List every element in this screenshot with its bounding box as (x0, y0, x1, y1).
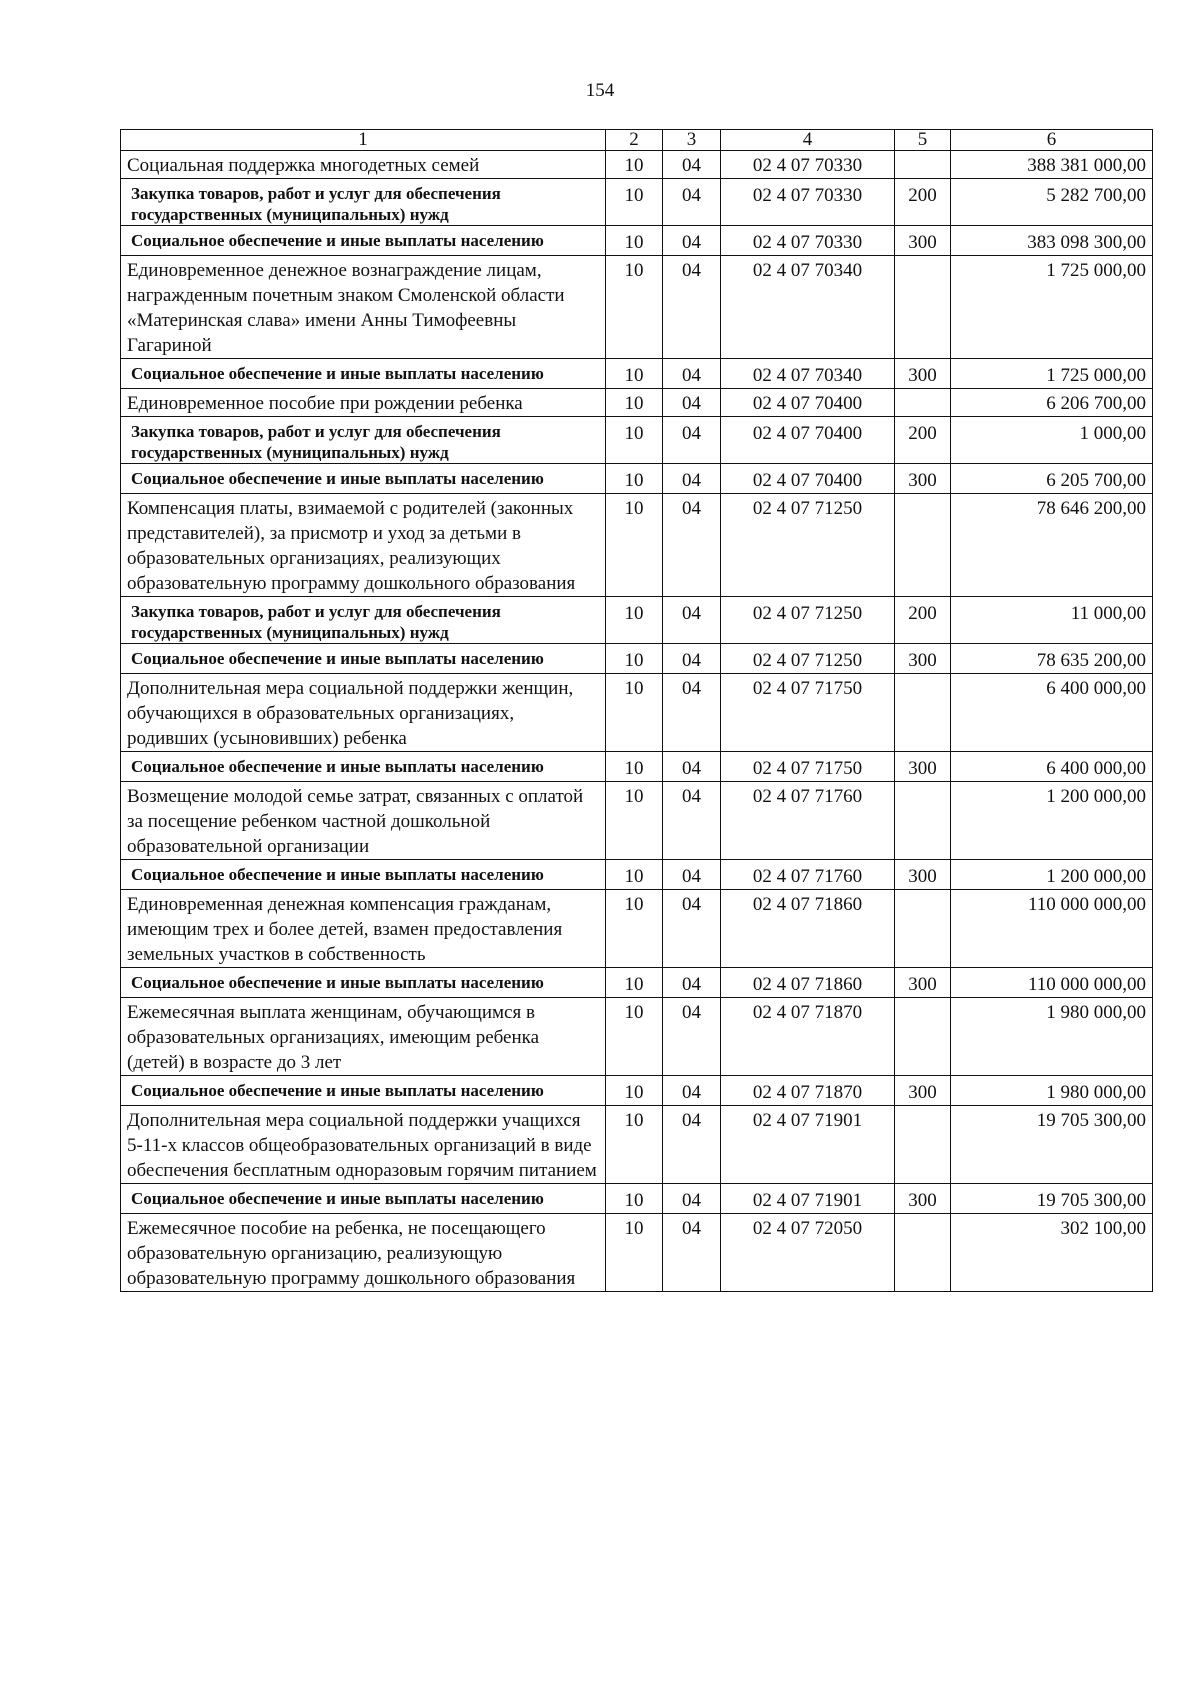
subsection-cell: 04 (663, 1076, 721, 1106)
table-row (121, 389, 1153, 417)
subsection-cell: 04 (663, 226, 721, 256)
section-cell: 10 (606, 256, 663, 359)
subsection-cell: 04 (663, 1214, 721, 1292)
header-cell: 3 (663, 130, 721, 151)
subsection-cell: 04 (663, 359, 721, 389)
row-name-cell: Социальное обеспечение и иные выплаты населению (121, 359, 606, 389)
section-cell: 10 (606, 179, 663, 226)
amount-cell: 6 400 000,00 (951, 752, 1153, 782)
amount-cell: 302 100,00 (951, 1214, 1153, 1292)
amount-cell: 110 000 000,00 (951, 968, 1153, 998)
target-article-cell: 02 4 07 71250 (721, 597, 895, 644)
amount-cell: 1 200 000,00 (951, 782, 1153, 860)
budget-table (120, 129, 1153, 1292)
amount-cell: 1 725 000,00 (951, 256, 1153, 359)
subsection-cell: 04 (663, 644, 721, 674)
amount-cell: 1 980 000,00 (951, 1076, 1153, 1106)
amount-cell: 78 646 200,00 (951, 494, 1153, 597)
section-cell: 10 (606, 644, 663, 674)
header-cell: 2 (606, 130, 663, 151)
section-cell: 10 (606, 1076, 663, 1106)
expense-type-cell (895, 1106, 951, 1184)
target-article-cell: 02 4 07 71760 (721, 860, 895, 890)
expense-type-cell (895, 890, 951, 968)
subsection-cell: 04 (663, 256, 721, 359)
section-cell: 10 (606, 494, 663, 597)
target-article-cell: 02 4 07 70330 (721, 179, 895, 226)
subsection-cell: 04 (663, 417, 721, 464)
target-article-cell: 02 4 07 71750 (721, 674, 895, 752)
expense-type-cell (895, 782, 951, 860)
expense-type-cell (895, 389, 951, 417)
table-row (121, 179, 1153, 226)
expense-type-cell: 300 (895, 1184, 951, 1214)
expense-type-cell: 200 (895, 597, 951, 644)
subsection-cell: 04 (663, 890, 721, 968)
section-cell: 10 (606, 752, 663, 782)
table-row (121, 256, 1153, 359)
row-name-cell: Закупка товаров, работ и услуг для обеспечения государственных (муниципальных) нужд (121, 179, 606, 226)
table-row (121, 417, 1153, 464)
target-article-cell: 02 4 07 71760 (721, 782, 895, 860)
table-row (121, 464, 1153, 494)
header-cell: 6 (951, 130, 1153, 151)
expense-type-cell: 300 (895, 1076, 951, 1106)
expense-type-cell: 300 (895, 226, 951, 256)
expense-type-cell: 300 (895, 968, 951, 998)
table-row (121, 1214, 1153, 1292)
row-name-cell: Дополнительная мера социальной поддержки учащихся 5-11-х классов общеобразовательных организаций в виде обеспечения бесплатным одноразовым горячим питанием (121, 1106, 606, 1184)
target-article-cell: 02 4 07 70400 (721, 464, 895, 494)
expense-type-cell (895, 151, 951, 179)
row-name-cell: Единовременное денежное вознаграждение лицам, награжденным почетным знаком Смоленской области «Материнская слава» имени Анны Тимофеевны Гагариной (121, 256, 606, 359)
expense-type-cell: 300 (895, 752, 951, 782)
header-cell: 5 (895, 130, 951, 151)
expense-type-cell (895, 998, 951, 1076)
target-article-cell: 02 4 07 71750 (721, 752, 895, 782)
table-row (121, 968, 1153, 998)
table-header-row (121, 130, 1153, 151)
expense-type-cell (895, 256, 951, 359)
section-cell: 10 (606, 597, 663, 644)
amount-cell: 5 282 700,00 (951, 179, 1153, 226)
expense-type-cell (895, 1214, 951, 1292)
section-cell: 10 (606, 151, 663, 179)
row-name-cell: Ежемесячная выплата женщинам, обучающимся в образовательных организациях, имеющим ребенка (детей) в возрасте до 3 лет (121, 998, 606, 1076)
target-article-cell: 02 4 07 72050 (721, 1214, 895, 1292)
subsection-cell: 04 (663, 494, 721, 597)
table-row (121, 1076, 1153, 1106)
target-article-cell: 02 4 07 71901 (721, 1106, 895, 1184)
amount-cell: 1 980 000,00 (951, 998, 1153, 1076)
section-cell: 10 (606, 860, 663, 890)
amount-cell: 1 000,00 (951, 417, 1153, 464)
expense-type-cell: 300 (895, 644, 951, 674)
subsection-cell: 04 (663, 597, 721, 644)
table-row (121, 782, 1153, 860)
row-name-cell: Социальная поддержка многодетных семей (121, 151, 606, 179)
amount-cell: 11 000,00 (951, 597, 1153, 644)
table-row (121, 1106, 1153, 1184)
row-name-cell: Компенсация платы, взимаемой с родителей (законных представителей), за присмотр и уход за детьми в образовательных организациях, реализующих образовательную программу дошкольного образования (121, 494, 606, 597)
amount-cell: 6 206 700,00 (951, 389, 1153, 417)
expense-type-cell: 200 (895, 179, 951, 226)
amount-cell: 78 635 200,00 (951, 644, 1153, 674)
section-cell: 10 (606, 417, 663, 464)
subsection-cell: 04 (663, 752, 721, 782)
subsection-cell: 04 (663, 464, 721, 494)
row-name-cell: Социальное обеспечение и иные выплаты населению (121, 644, 606, 674)
table-row (121, 226, 1153, 256)
table-row (121, 151, 1153, 179)
section-cell: 10 (606, 1214, 663, 1292)
section-cell: 10 (606, 1184, 663, 1214)
expense-type-cell (895, 674, 951, 752)
table-row (121, 359, 1153, 389)
page-number: 154 (585, 80, 615, 101)
section-cell: 10 (606, 968, 663, 998)
row-name-cell: Социальное обеспечение и иные выплаты населению (121, 1076, 606, 1106)
target-article-cell: 02 4 07 71250 (721, 494, 895, 597)
amount-cell: 1 725 000,00 (951, 359, 1153, 389)
table-row (121, 752, 1153, 782)
table-row (121, 998, 1153, 1076)
expense-type-cell (895, 494, 951, 597)
subsection-cell: 04 (663, 1106, 721, 1184)
target-article-cell: 02 4 07 71860 (721, 968, 895, 998)
table-row (121, 890, 1153, 968)
row-name-cell: Социальное обеспечение и иные выплаты населению (121, 226, 606, 256)
target-article-cell: 02 4 07 71250 (721, 644, 895, 674)
amount-cell: 19 705 300,00 (951, 1106, 1153, 1184)
section-cell: 10 (606, 998, 663, 1076)
target-article-cell: 02 4 07 70330 (721, 151, 895, 179)
expense-type-cell: 200 (895, 417, 951, 464)
target-article-cell: 02 4 07 71860 (721, 890, 895, 968)
target-article-cell: 02 4 07 70340 (721, 256, 895, 359)
header-cell: 1 (121, 130, 606, 151)
expense-type-cell: 300 (895, 359, 951, 389)
table-row (121, 597, 1153, 644)
target-article-cell: 02 4 07 70400 (721, 389, 895, 417)
table-row (121, 1184, 1153, 1214)
row-name-cell: Социальное обеспечение и иные выплаты населению (121, 1184, 606, 1214)
subsection-cell: 04 (663, 1184, 721, 1214)
row-name-cell: Закупка товаров, работ и услуг для обеспечения государственных (муниципальных) нужд (121, 597, 606, 644)
subsection-cell: 04 (663, 860, 721, 890)
subsection-cell: 04 (663, 389, 721, 417)
expense-type-cell: 300 (895, 860, 951, 890)
subsection-cell: 04 (663, 151, 721, 179)
amount-cell: 1 200 000,00 (951, 860, 1153, 890)
row-name-cell: Ежемесячное пособие на ребенка, не посещающего образовательную организацию, реализующую образовательную программу дошкольного образования (121, 1214, 606, 1292)
amount-cell: 6 205 700,00 (951, 464, 1153, 494)
row-name-cell: Социальное обеспечение и иные выплаты населению (121, 860, 606, 890)
section-cell: 10 (606, 782, 663, 860)
row-name-cell: Единовременное пособие при рождении ребенка (121, 389, 606, 417)
section-cell: 10 (606, 389, 663, 417)
table-row (121, 494, 1153, 597)
row-name-cell: Возмещение молодой семье затрат, связанных с оплатой за посещение ребенком частной дошкольной образовательной организации (121, 782, 606, 860)
row-name-cell: Дополнительная мера социальной поддержки женщин, обучающихся в образовательных организациях, родивших (усыновивших) ребенка (121, 674, 606, 752)
target-article-cell: 02 4 07 70330 (721, 226, 895, 256)
header-cell: 4 (721, 130, 895, 151)
target-article-cell: 02 4 07 70340 (721, 359, 895, 389)
row-name-cell: Закупка товаров, работ и услуг для обеспечения государственных (муниципальных) нужд (121, 417, 606, 464)
amount-cell: 383 098 300,00 (951, 226, 1153, 256)
section-cell: 10 (606, 674, 663, 752)
section-cell: 10 (606, 359, 663, 389)
table-row (121, 860, 1153, 890)
target-article-cell: 02 4 07 70400 (721, 417, 895, 464)
expense-type-cell: 300 (895, 464, 951, 494)
subsection-cell: 04 (663, 179, 721, 226)
table-row (121, 644, 1153, 674)
amount-cell: 110 000 000,00 (951, 890, 1153, 968)
subsection-cell: 04 (663, 998, 721, 1076)
row-name-cell: Социальное обеспечение и иные выплаты населению (121, 464, 606, 494)
section-cell: 10 (606, 464, 663, 494)
amount-cell: 6 400 000,00 (951, 674, 1153, 752)
section-cell: 10 (606, 1106, 663, 1184)
section-cell: 10 (606, 890, 663, 968)
row-name-cell: Единовременная денежная компенсация гражданам, имеющим трех и более детей, взамен предоставления земельных участков в собственность (121, 890, 606, 968)
subsection-cell: 04 (663, 968, 721, 998)
row-name-cell: Социальное обеспечение и иные выплаты населению (121, 968, 606, 998)
subsection-cell: 04 (663, 782, 721, 860)
target-article-cell: 02 4 07 71901 (721, 1184, 895, 1214)
row-name-cell: Социальное обеспечение и иные выплаты населению (121, 752, 606, 782)
table-row (121, 674, 1153, 752)
subsection-cell: 04 (663, 674, 721, 752)
amount-cell: 388 381 000,00 (951, 151, 1153, 179)
target-article-cell: 02 4 07 71870 (721, 1076, 895, 1106)
amount-cell: 19 705 300,00 (951, 1184, 1153, 1214)
section-cell: 10 (606, 226, 663, 256)
target-article-cell: 02 4 07 71870 (721, 998, 895, 1076)
